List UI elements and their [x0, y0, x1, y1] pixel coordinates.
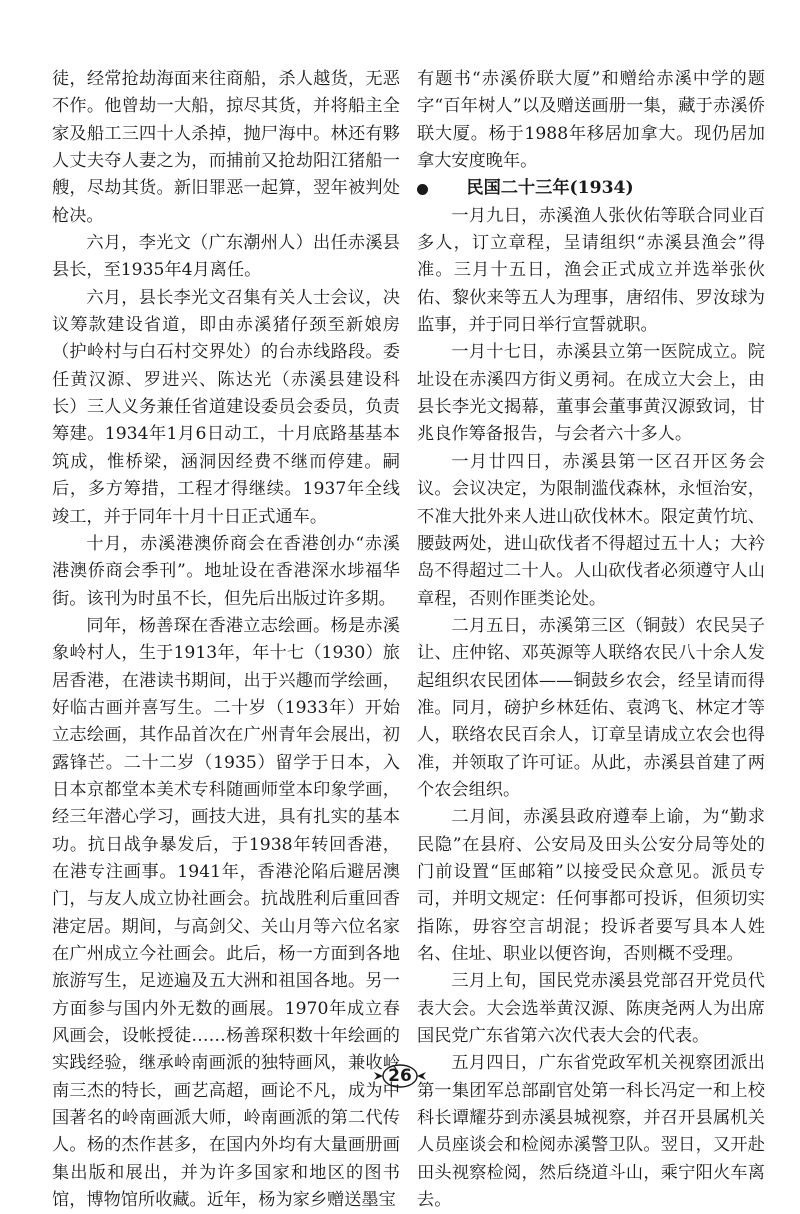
paragraph: 三月上旬，国民党赤溪县党部召开党员代表大会。大会选举黄汉源、陈庚尧两人为出席国民党广东省第六次代表大会的代表。 [417, 971, 765, 1047]
paragraph: 同年，杨善琛在香港立志绘画。杨是赤溪象岭村人，生于1913年，年十七（1930）旅居香港，在港读书期间，出于兴趣而学绘画，好临古画并喜写生。二十岁（1933年）开始立志绘画，其作品首次在广州青年会展出，初露锋芒。二十二岁（1935）留学于日本，入日本京都堂本美术专科随画师堂本印象学画，经三年潜心学习，画技大进，具有扎实的基本功。抗日战争暴发后，于1938年转回香港，在港专注画事。1941年，香港沦陷后避居澳门，与友人成立协社画会。抗战胜利后重回香港定居。期间，与高剑父、关山月等六位名家在广州成立今社画会。此后，杨一方面到各地旅游写生，足迹遍及五大洲和祖国各地。另一方面参与国内外无数的画展。1970年成立春风画会，设帐授徒……杨善琛积数十年绘画的实践经验，继承岭南画派的独特画风，兼收岭南三杰的特长，画艺高超，画论不凡，成为中国著名的岭南画派大师，岭南画派的第二代传人。杨的杰作甚多，在国内外均有大量画册画集出版和展出，并为许多国家和地区的图书馆，博物馆所收藏。近年，杨为家乡赠送墨宝 [52, 615, 400, 1211]
paragraph: 十月，赤溪港澳侨商会在香港创办“赤溪港澳侨商会季刊”。地址设在香港深水埗福华街。该刊为时虽不长，但先后出版过许多期。 [52, 533, 400, 609]
paragraph: 二月间，赤溪县政府遵奉上谕，为“勤求民隐”在县府、公安局及田头公安分局等处的门前设置“匡邮箱”以接受民众意见。派员专司，并明文规定：任何事都可投诉，但须切实指陈，毋容空言胡混；投诉者要写具本人姓名、住址、职业以便咨询，否则概不受理。 [417, 807, 765, 964]
paragraph: 一月十七日，赤溪县立第一医院成立。院址设在赤溪四方街义勇祠。在成立大会上，由县长李光文揭幕，董事会董事黄汉源致词，甘兆良作筹备报告，与会者六十多人。 [417, 342, 765, 445]
paragraph: 一月廿四日，赤溪县第一区召开区务会议。会议决定，为限制滥伐森林，永恒治安，不准大批外来人进山砍伐林木。限定黄竹坑、腰鼓两处，进山砍伐者不得超过五十人；大衿岛不得超过二十人。人山砍伐者必须遵守人山章程，否则作匪类论处。 [417, 451, 765, 609]
paragraph: 二月五日，赤溪第三区（铜鼓）农民吴子让、庄仲铭、邓英源等人联络农民八十余人发起组织农民团体——铜鼓乡农会，经呈请而得准。同月，磅护乡林廷佑、袁鸿飞、林定才等人，联络农民百余人，订章呈请成立农会也得准，并领取了许可证。从此，赤溪县首建了两个农会组织。 [417, 615, 765, 800]
left-column [52, 66, 400, 1214]
paragraph: 六月，李光文（广东潮州人）出任赤溪县县长，至1935年4月离任。 [52, 233, 400, 281]
page-number [370, 1063, 430, 1089]
section-heading-text: 民国二十三年(1934) [466, 178, 634, 199]
paragraph: 有题书“赤溪侨联大厦”和赠给赤溪中学的题字“百年树人”以及赠送画册一集，藏于赤溪侨联大厦。杨于1988年移居加拿大。现仍居加拿大安度晚年。 [417, 69, 765, 172]
section-heading [417, 175, 765, 202]
right-column [417, 66, 765, 1214]
paragraph: 六月，县长李光文召集有关人士会议，决议筹款建设省道，即由赤溪猪仔颈至新娘房（护岭村与白石村交界处）的台赤线路段。委任黄汉源、罗进兴、陈达光（赤溪县建设科长）三人义务兼任省道建设委员会委员，负责筹建。1934年1月6日动工，十月底路基基本筑成，惟桥梁，涵洞因经费不继而停建。嗣后，多方筹措，工程才得继续。1937年全线竣工，并于同年十月十日正式通车。 [52, 287, 400, 527]
paragraph: 一月九日，赤溪渔人张伙佑等联合同业百多人，订立章程，呈请组织“赤溪县渔会”得准。三月十五日，渔会正式成立并选举张伙佑、黎伙来等五人为理事，唐绍伟、罗汝球为监事，并于同日举行宣誓就职。 [417, 205, 765, 336]
page-number-text: 26 [388, 1066, 412, 1086]
paragraph: 五月四日，广东省党政军机关视察团派出第一集团军总部副官处第一科长冯定一和上校科长谭耀芬到赤溪县城视察，并召开县属机关人员座谈会和检阅赤溪警卫队。翌日，又开赴田头视察检阅，然后绕道斗山，乘宁阳火车离去。 [417, 1053, 765, 1211]
paragraph: 徒，经常抢劫海面来往商船，杀人越货，无恶不作。他曾劫一大船，掠尽其货，并将船主全家及船工三四十人杀掉，抛尸海中。林还有夥人丈夫夺人妻之为，而捕前又抢劫阳江猪船一艘，尽劫其货。新旧罪恶一起算，翌年被判处枪决。 [52, 69, 400, 226]
bullet-icon [417, 184, 428, 195]
